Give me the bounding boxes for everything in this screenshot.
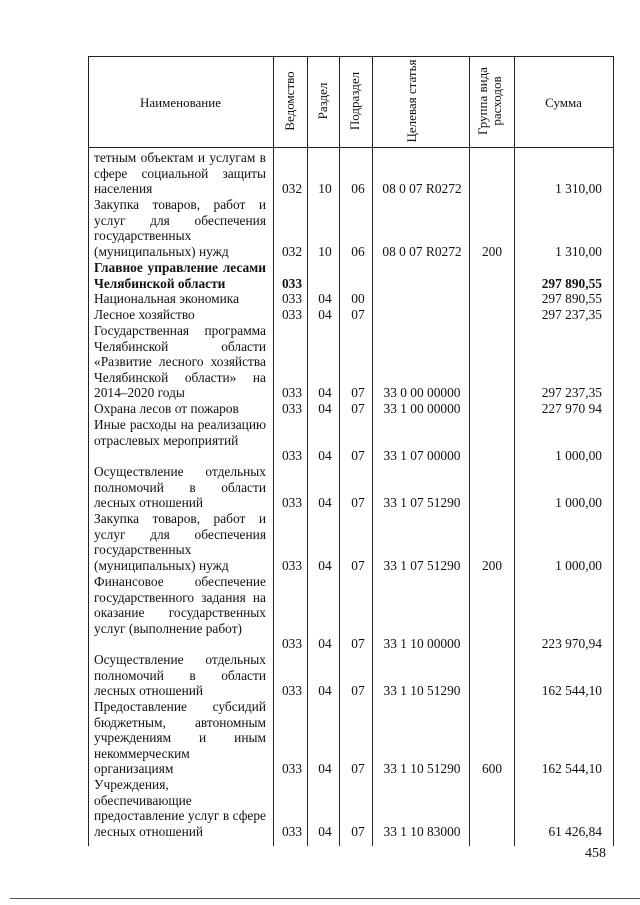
row-razdel: 04 [318,401,332,416]
header-vedomstvo: Ведомство [282,71,297,131]
row-gruppa: 200 [481,243,503,259]
row-podrazdel: 07 [351,557,365,573]
row-summa: 297 890,55 [541,275,602,291]
row-razdel: 04 [318,495,332,511]
header-celevaya-text: Целевая статья [404,59,419,143]
row-razdel: 10 [318,181,332,197]
table-row [0,417,640,464]
row-gruppa: 200 [481,557,503,573]
header-razdel: Раздел [315,82,330,120]
header-name: Наименование [140,95,221,110]
row-name: Иные расходы на реализацию отраслевых мероприятий [94,417,266,448]
page-number: 458 [585,846,606,861]
row-summa: 1 000,00 [555,448,602,464]
row-celevaya: 33 1 10 51290 [383,683,461,699]
row-summa: 223 970,94 [541,636,602,652]
row-summa: 1 000,00 [555,557,602,573]
row-summa: 162 544,10 [541,761,602,777]
row-name: Предоставление субсидий бюджетным, автономным учреждениям и иным некоммерческим организациям [94,699,266,777]
row-podrazdel: 00 [351,291,365,306]
row-name: Закупка товаров, работ и услуг для обеспечения государственных (муниципальных) нужд [94,197,266,259]
header-podrazdel: Подраздел [347,71,362,131]
row-podrazdel: 07 [351,307,365,322]
row-razdel: 04 [318,636,332,652]
row-summa: 61 426,84 [548,823,602,839]
table-row [0,511,640,573]
row-name: Осуществление отдельных полномочий в области лесных отношений [94,652,266,699]
row-vedomstvo: 033 [281,401,303,416]
row-name: Охрана лесов от пожаров [94,401,239,416]
row-podrazdel: 07 [351,495,365,511]
row-podrazdel: 07 [351,761,365,777]
table-row [0,150,640,197]
table-row [0,574,640,652]
row-vedomstvo: 033 [281,761,303,777]
row-name: Главное управление лесами Челябинской области [94,260,266,291]
row-summa: 297 237,35 [541,307,602,322]
row-name: Национальная экономика [94,291,240,306]
table-row [0,699,640,777]
header-gruppa-text: Группа вида расходов [475,67,504,135]
table-row [0,323,640,401]
row-podrazdel: 07 [351,683,365,699]
row-vedomstvo: 033 [281,307,303,322]
row-celevaya: 33 1 00 00000 [383,401,461,416]
row-summa: 297 890,55 [541,291,602,306]
row-vedomstvo: 033 [281,495,303,511]
row-celevaya: 08 0 07 R0272 [382,243,462,259]
table-row [0,197,640,259]
header-summa: Сумма [545,95,582,110]
row-celevaya: 33 1 07 51290 [383,557,461,573]
row-podrazdel: 06 [351,243,365,259]
row-celevaya: 08 0 07 R0272 [382,181,462,197]
row-vedomstvo: 033 [281,448,303,464]
row-vedomstvo: 033 [281,291,303,306]
row-vedomstvo: 033 [281,557,303,573]
row-summa: 162 544,10 [541,683,602,699]
row-vedomstvo: 033 [281,683,303,699]
header-bottom-border [88,147,614,148]
row-razdel: 04 [318,385,332,401]
row-summa: 227 970 94 [541,401,602,416]
row-summa: 1 310,00 [555,243,602,259]
row-celevaya: 33 1 10 00000 [383,636,461,652]
row-gruppa: 600 [481,761,503,777]
row-podrazdel: 07 [351,401,365,416]
row-vedomstvo: 033 [281,636,303,652]
row-razdel: 04 [318,761,332,777]
row-name: Осуществление отдельных полномочий в области лесных отношений [94,464,266,511]
row-razdel: 04 [318,448,332,464]
row-summa: 1 000,00 [555,495,602,511]
row-name: Государственная программа Челябинской области «Развитие лесного хозяйства Челябинской области» на 2014–2020 годы [94,323,266,401]
row-vedomstvo: 033 [281,385,303,401]
row-podrazdel: 07 [351,823,365,839]
bottom-rule [10,898,640,899]
table-row [0,307,640,323]
row-name: Лесное хозяйство [94,307,195,322]
row-razdel: 04 [318,291,332,306]
row-razdel: 04 [318,683,332,699]
row-podrazdel: 07 [351,385,365,401]
row-vedomstvo: 033 [281,275,303,291]
row-razdel: 04 [318,557,332,573]
table-row [0,260,640,291]
row-razdel: 10 [318,243,332,259]
row-name: Закупка товаров, работ и услуг для обеспечения государственных (муниципальных) нужд [94,511,266,573]
row-razdel: 04 [318,823,332,839]
table-row [0,401,640,417]
row-summa: 297 237,35 [541,385,602,401]
row-vedomstvo: 032 [281,181,303,197]
table-row [0,652,640,699]
row-name: тетным объектам и услугам в сфере социальной защиты населения [94,150,266,197]
row-name: Финансовое обеспечение государственного задания на оказание государственных услуг (выполнение работ) [94,574,266,636]
row-name: Учреждения, обеспечивающие предоставление услуг в сфере лесных отношений [94,777,266,839]
table-row [0,291,640,307]
row-celevaya: 33 1 10 51290 [383,761,461,777]
row-vedomstvo: 032 [281,243,303,259]
row-podrazdel: 07 [351,448,365,464]
row-summa: 1 310,00 [555,181,602,197]
table-row [0,464,640,511]
row-podrazdel: 06 [351,181,365,197]
row-celevaya: 33 1 07 51290 [383,495,461,511]
row-vedomstvo: 033 [281,823,303,839]
row-celevaya: 33 1 10 83000 [383,823,461,839]
row-podrazdel: 07 [351,636,365,652]
header-gruppa [476,56,508,146]
row-celevaya: 33 1 07 00000 [383,448,461,464]
row-celevaya: 33 0 00 00000 [383,385,461,401]
table-row [0,777,640,839]
row-razdel: 04 [318,307,332,322]
header-celevaya [404,56,436,146]
